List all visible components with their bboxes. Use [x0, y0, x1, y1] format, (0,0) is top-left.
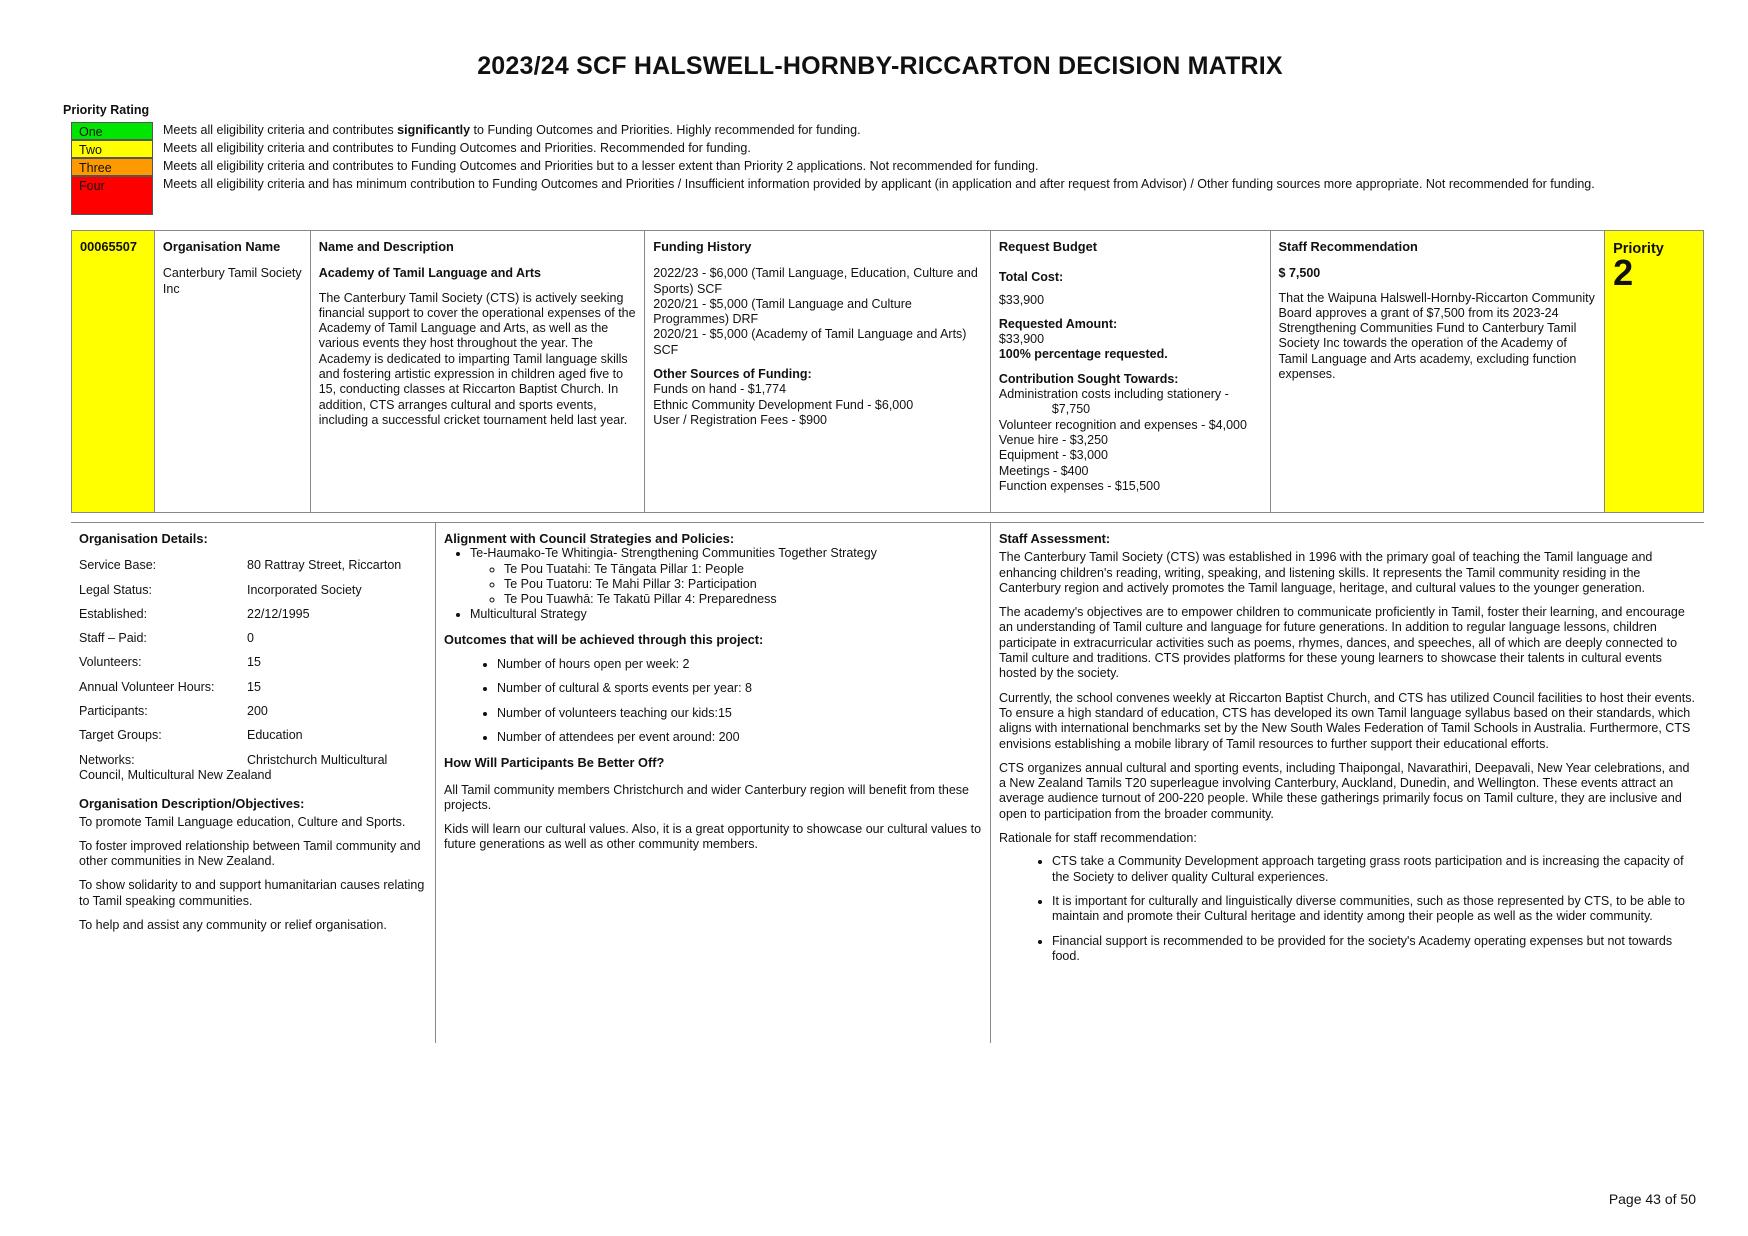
- legend-swatch-one: One: [71, 122, 153, 140]
- application-summary-table: [71, 230, 1704, 513]
- contribution-label: Contribution Sought Towards:: [998, 371, 1179, 386]
- funding-history-item: 2022/23 - $6,000 (Tamil Language, Education, Culture and Sports) SCF: [653, 266, 978, 296]
- funding-history-item: 2020/21 - $5,000 (Tamil Language and Culture Programmes) DRF: [653, 296, 912, 327]
- pillar-item: ◦ Te Pou Tuatahi: Te Tāngata Pillar 1: People: [504, 562, 982, 577]
- total-cost-label: Total Cost:: [998, 270, 1064, 285]
- requested-amount-label: Requested Amount:: [998, 316, 1118, 331]
- objective-item: To foster improved relationship between Tamil community and other communities in New Zealand.: [79, 838, 421, 869]
- rationale-item: • It is important for culturally and linguistically diverse communities, such as those represented by CTS, to be able to maintain and promote their Cultural heritage and identity among their people as well as the wider community.: [1052, 894, 1696, 925]
- detail-row-target-groups: Target Groups: Education: [79, 728, 303, 743]
- legend-row-four: [71, 176, 1651, 215]
- name-description-cell: [311, 231, 646, 512]
- detail-row-networks: Networks: Christchurch Multicultural Council, Multicultural New Zealand: [79, 752, 388, 782]
- outcome-item: • Number of volunteers teaching our kids:15: [497, 706, 982, 721]
- contribution-item: Venue hire - $3,250: [998, 432, 1108, 447]
- name-description-header: Name and Description: [318, 239, 454, 254]
- contribution-item: Function expenses - $15,500: [998, 478, 1161, 493]
- application-id: 00065507: [80, 239, 137, 254]
- legend-desc-four: Meets all eligibility criteria and has minimum contribution to Funding Outcomes and Priorities / Insufficient information provided by applicant (in application and after request from Advisor) / Other funding sources more appropriate. Not recommended for funding.: [163, 177, 1595, 191]
- contribution-item: $7,750: [1051, 402, 1091, 417]
- assessment-paragraph: The Canterbury Tamil Society (CTS) was established in 1996 with the primary goal of teaching the Tamil language and enhancing children's reading, writing, speaking, and listening skills. It represents the Tamil community residing in the Canterbury region and actively promotes the Tamil language, heritage, and cultural values to the younger generation.: [999, 550, 1653, 595]
- better-off-item: All Tamil community members Christchurch and wider Canterbury region will benefit from these projects.: [444, 782, 969, 812]
- priority-rating-heading: Priority Rating: [63, 103, 150, 117]
- objectives-heading: Organisation Description/Objectives:: [79, 796, 305, 812]
- outcomes-heading: Outcomes that will be achieved through this project:: [444, 631, 764, 647]
- project-description: The Canterbury Tamil Society (CTS) is actively seeking financial support to cover the operational expenses of the Academy of Tamil Language and Arts, as well as the various events they host throughout the year. The Academy is dedicated to imparting Tamil language skills and fostering artistic expression in children aged five to 15, conducting classes at Riccarton Baptist Church. In addition, CTS arranges cultural and sports events, including a successful cricket tournament held last year.: [318, 290, 636, 427]
- pillar-list: [470, 562, 982, 608]
- outcome-item: • Number of cultural & sports events per year: 8: [497, 681, 982, 696]
- objectives-list: [79, 815, 427, 934]
- request-budget-header: Request Budget: [998, 239, 1097, 254]
- contribution-item: Equipment - $3,000: [998, 448, 1108, 463]
- other-source-item: User / Registration Fees - $900: [653, 412, 827, 427]
- organisation-details-heading: Organisation Details:: [79, 531, 208, 546]
- contribution-item: Meetings - $400: [998, 463, 1089, 478]
- objective-item: To help and assist any community or relief organisation.: [79, 918, 387, 933]
- page-title: 2023/24 SCF HALSWELL-HORNBY-RICCARTON DECISION MATRIX: [477, 52, 1283, 80]
- other-source-item: Funds on hand - $1,774: [653, 382, 787, 397]
- funding-history-header: Funding History: [653, 239, 752, 254]
- detail-row-volunteer-hours: Annual Volunteer Hours: 15: [79, 679, 261, 694]
- legend-desc-three: Meets all eligibility criteria and contributes to Funding Outcomes and Priorities but to a lesser extent than Priority 2 applications. Not recommended for funding.: [163, 159, 1039, 173]
- legend-swatch-three: Three: [71, 158, 153, 176]
- organisation-header: Organisation Name: [162, 239, 281, 254]
- other-source-item: Ethnic Community Development Fund - $6,000: [653, 397, 914, 412]
- contribution-item: Volunteer recognition and expenses - $4,000: [998, 417, 1247, 432]
- objective-item: To promote Tamil Language education, Culture and Sports.: [79, 814, 406, 829]
- requested-amount-value: $33,900: [998, 332, 1045, 347]
- priority-value: 2: [1613, 252, 1634, 294]
- outcome-item: • Number of attendees per event around: 200: [497, 730, 982, 745]
- better-off-heading: How Will Participants Be Better Off?: [444, 755, 665, 771]
- detail-row-legal-status: Legal Status: Incorporated Society: [79, 582, 362, 597]
- legend-desc-two: Meets all eligibility criteria and contributes to Funding Outcomes and Priorities. Recommended for funding.: [163, 141, 751, 155]
- legend-row-one: [71, 122, 1651, 140]
- better-off-item: Kids will learn our cultural values. Also, it is a great opportunity to showcase our cultural values to future generations as well as other community members.: [444, 822, 982, 852]
- page-number: Page 43 of 50: [1608, 1191, 1696, 1207]
- legend-desc-one: Meets all eligibility criteria and contributes significantly to Funding Outcomes and Priorities. Highly recommended for funding.: [163, 123, 861, 137]
- application-id-cell: [72, 231, 155, 512]
- assessment-paragraph: The academy's objectives are to empower children to communicate proficiently in Tamil, foster their learning, and encourage an understanding of Tamil culture and language for future generations. In addition to regular language lessons, children participate in extracurricular activities such as poems, rhymes, dances, and speeches, all of which are deeply connected to Tamil culture and traditions. CTS provides platforms for these young learners to showcase their talents in cultural events hosted by the society.: [999, 605, 1685, 681]
- organisation-cell: [155, 231, 311, 512]
- staff-recommendation-header: Staff Recommendation: [1278, 239, 1418, 254]
- total-cost-value: $33,900: [998, 292, 1045, 307]
- strategy-item: • Te-Haumako-Te Whitingia- Strengthening Communities Together Strategy ◦ Te Pou Tuatahi: Te Tāngata Pillar 1: People ◦ Te Pou Tuatoru: Te Mahi Pillar 3: Participation ◦ Te Pou Tuawhā: Te Takatū Pillar 4: Preparedness: [470, 546, 982, 607]
- detail-row-established: Established: 22/12/1995: [79, 606, 310, 621]
- assessment-paragraph: CTS organizes annual cultural and sporting events, including Thaipongal, Navarathiri, Deepavali, New Year celebrations, and a New Zealand Tamils T20 superleague involving Canterbury, Auckland, Dunedin, and Wellington. These events attract an average audience turnout of 200-220 people. While these gatherings primarily focus on Tamil culture, they are inclusive and open to participation from the broader community.: [999, 760, 1690, 821]
- legend-row-three: [71, 158, 1651, 176]
- other-sources-header: Other Sources of Funding:: [653, 367, 812, 382]
- request-budget-cell: [991, 231, 1271, 512]
- strategy-list: [444, 546, 982, 622]
- details-section: [71, 522, 1704, 1043]
- staff-recommendation-text: That the Waipuna Halswell-Hornby-Riccarton Community Board approves a grant of $7,500 from its 2023-24 Strengthening Communities Fund to Canterbury Tamil Society Inc towards the operation of the Academy of Tamil Language and Arts academy, excluding function expenses.: [1278, 290, 1595, 382]
- priority-header: Priority: [1613, 241, 1664, 257]
- rationale-item: • CTS take a Community Development approach targeting grass roots participation and is increasing the capacity of the Society to deliver quality Cultural experiences.: [1052, 854, 1696, 885]
- legend-row-two: [71, 140, 1651, 158]
- assessment-paragraph: Currently, the school convenes weekly at Riccarton Baptist Church, and CTS has utilized Council facilities to host their events. To ensure a high standard of education, CTS has developed its own Tamil language syllabus based on their standards, which aligns with international benchmarks set by the New South Wales Federation of Tamil Schools in Australia. Furthermore, CTS envisions establishing a mobile library of Tamil resources to further support their educational efforts.: [999, 690, 1695, 751]
- staff-recommendation-amount: $ 7,500: [1278, 266, 1321, 281]
- contribution-item: Administration costs including stationery -: [998, 387, 1229, 402]
- staff-assessment-column: [991, 523, 1704, 1043]
- rationale-list: [999, 854, 1696, 964]
- alignment-column: [436, 523, 991, 1043]
- pillar-item: ◦ Te Pou Tuawhā: Te Takatū Pillar 4: Preparedness: [504, 592, 982, 607]
- strategy-item: • Multicultural Strategy: [470, 607, 982, 622]
- detail-row-staff-paid: Staff – Paid: 0: [79, 631, 254, 646]
- percentage-requested: 100% percentage requested.: [998, 347, 1168, 362]
- project-name: Academy of Tamil Language and Arts: [318, 266, 541, 281]
- rationale-heading: Rationale for staff recommendation:: [999, 831, 1197, 846]
- legend-swatch-two: Two: [71, 140, 153, 158]
- funding-history-cell: [645, 231, 991, 512]
- legend-swatch-four: Four: [71, 176, 153, 215]
- detail-row-volunteers: Volunteers: 15: [79, 655, 261, 670]
- funding-history-item: 2020/21 - $5,000 (Academy of Tamil Language and Arts) SCF: [653, 327, 967, 357]
- staff-recommendation-cell: [1271, 231, 1606, 512]
- outcomes-list: [444, 657, 982, 745]
- rationale-item: • Financial support is recommended to be provided for the society's Academy operating expenses but not towards food.: [1052, 934, 1696, 965]
- outcome-item: • Number of hours open per week: 2: [497, 657, 982, 672]
- objective-item: To show solidarity to and support humanitarian causes relating to Tamil speaking communities.: [79, 878, 425, 908]
- priority-cell: [1605, 231, 1703, 512]
- organisation-name: Canterbury Tamil Society Inc: [162, 266, 302, 296]
- alignment-heading: Alignment with Council Strategies and Policies:: [444, 531, 735, 546]
- pillar-item: ◦ Te Pou Tuatoru: Te Mahi Pillar 3: Participation: [504, 577, 982, 592]
- staff-assessment-heading: Staff Assessment:: [999, 531, 1111, 546]
- organisation-details-column: [71, 523, 436, 1043]
- detail-row-service-base: Service Base: 80 Rattray Street, Riccarton: [79, 558, 402, 573]
- priority-legend: [71, 122, 1651, 215]
- detail-row-participants: Participants: 200: [79, 704, 268, 719]
